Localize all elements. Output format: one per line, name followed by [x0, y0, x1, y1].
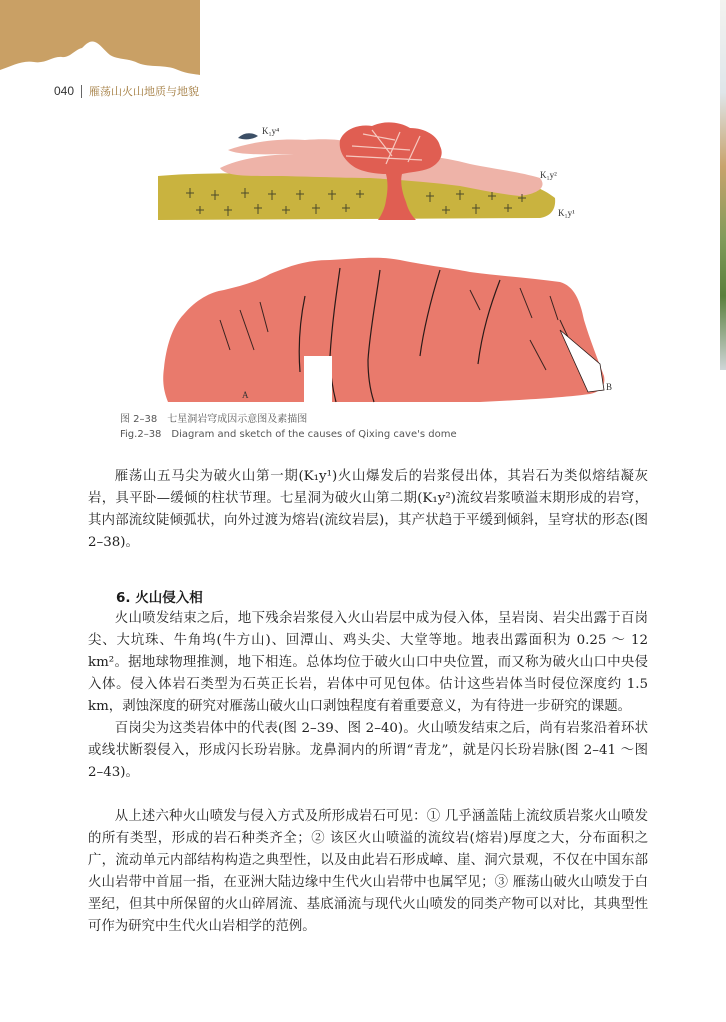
paragraph-wuma-qixing — [88, 466, 648, 554]
paragraph-text: 从上述六种火山喷发与侵入方式及所形成岩石可见：① 几乎涵盖陆上流纹质岩浆火山喷发的所有类型，形成的岩石种类齐全；② 该区火山喷溢的流纹岩(熔岩)厚度之大，分布面积之广，流动单元内部结构构造之典型性，以及由此岩石形成嶂、崖、洞穴景观，不仅在中国东部火山岩带中首屈一指，在亚洲大陆边缘中生代火山岩带中也属罕见；③ 雁荡山破火山喷发于白垩纪，但其中所保留的火山碎屑流、基底涌流与现代火山喷发的同类产物可以对比，其典型性可作为研究中生代火山岩相学的范例。 — [88, 809, 648, 934]
paragraph-summary — [88, 806, 648, 938]
caption-chinese: 图 2–38 七星洞岩穹成因示意图及素描图 — [120, 414, 308, 425]
paragraph-text: 百岗尖为这类岩体中的代表(图 2–39、图 2–40)。火山喷发结束之后，尚有岩浆沿着环状或线状断裂侵入，形成闪长玢岩脉。龙鼻洞内的所谓“青龙”，就是闪长玢岩脉(图 2–41 ～图 2–43)。 — [88, 721, 648, 780]
dome-cause-diagram — [158, 122, 575, 220]
label-unit-4: K₁y⁴ — [262, 126, 280, 136]
paragraph-baigangjian — [88, 718, 648, 784]
caption-english: Fig.2–38 Diagram and sketch of the causes of Qixing cave's dome — [120, 429, 457, 440]
corner-mountain-banner — [0, 0, 200, 82]
page-header — [54, 82, 199, 100]
section-heading: 6. 火山侵入相 — [116, 590, 203, 606]
paragraph-intrusive-facies — [88, 608, 648, 718]
figure-caption — [120, 412, 457, 442]
header-divider — [81, 85, 82, 98]
label-unit-1: K₁y¹ — [558, 208, 575, 218]
qixing-cave-sketch — [163, 258, 612, 402]
paragraph-text: 火山喷发结束之后，地下残余岩浆侵入火山岩层中成为侵入体，呈岩岗、岩尖出露于百岗尖、大坑珠、牛角坞(牛方山)、回潭山、鸡头尖、大堂等地。地表出露面积为 0.25 ～ 12 km²。据地球物理推测，地下相连。总体均位于破火山口中央位置，而又称为破火山口中央侵入体。侵入体岩石类型为石英正长岩，岩体中可见包体。估计这些岩体当时侵位深度约 1.5 km，剥蚀深度的研究对雁荡山破火山口剥蚀程度有着重要意义，为有待进一步研究的课题。 — [88, 611, 648, 714]
label-point-b: B — [606, 382, 613, 392]
figure-2-38 — [0, 120, 726, 410]
label-unit-2: K₁y² — [540, 170, 557, 180]
label-point-a: A — [242, 390, 249, 400]
cave-entrance — [304, 356, 332, 402]
book-title: 雁荡山火山地质与地貌 — [89, 85, 200, 98]
small-dark-lens — [238, 133, 258, 139]
paragraph-text: 雁荡山五马尖为破火山第一期(K₁y¹)火山爆发后的岩浆侵出体，其岩石为类似熔结凝灰岩，具平卧—缓倾的柱状节理。七星洞为破火山第二期(K₁y²)流纹岩浆喷溢末期形成的岩穹，其内部流纹陡倾弧状，向外过渡为熔岩(流纹岩层)，其产状趋于平缓到倾斜，呈穹状的形态(图 2–38)。 — [88, 469, 648, 550]
sketch-rock-mass — [163, 258, 604, 402]
page-number: 040 — [54, 84, 75, 98]
